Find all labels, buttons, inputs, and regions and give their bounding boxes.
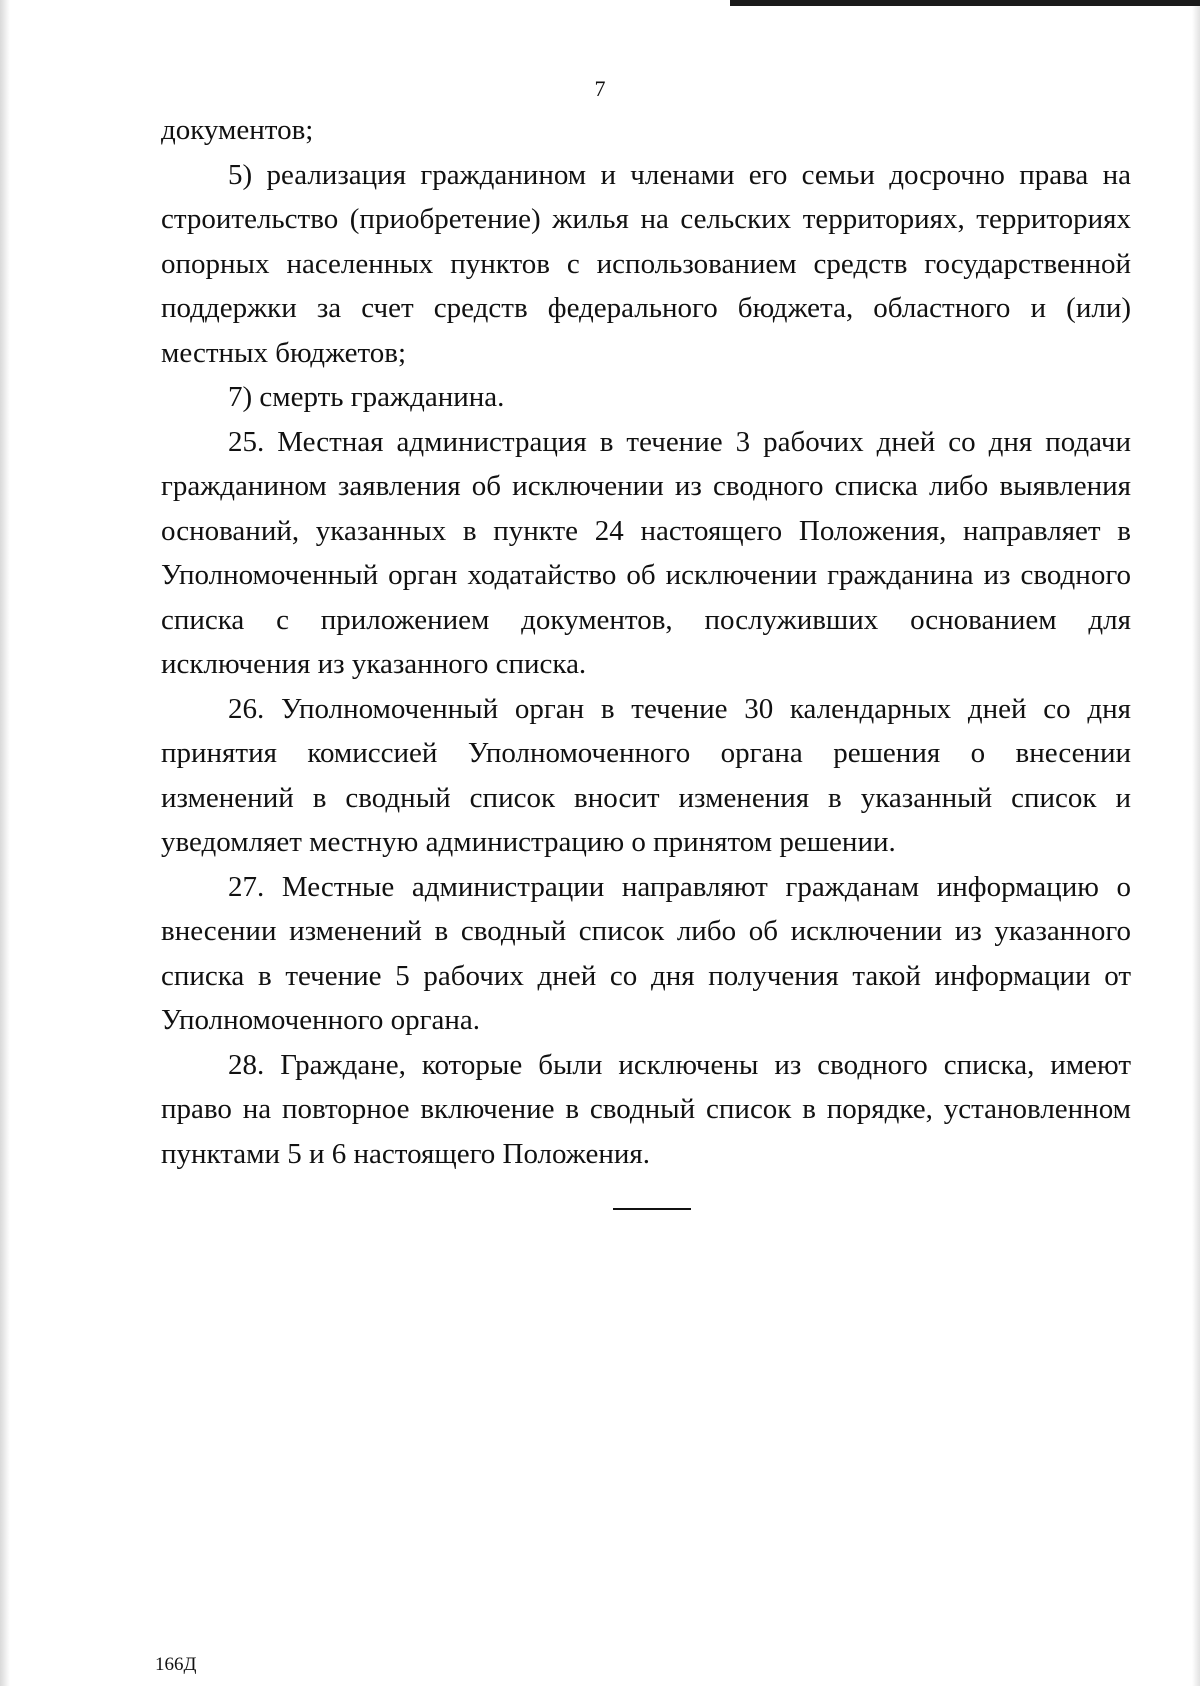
paragraph-continuation: документов; <box>161 114 314 146</box>
paragraph-clause-28: 28. Граждане, которые были исключены из сводного списка, имеют право на повторное включение в сводный список в порядке, установленном пунктами 5 и 6 настоящего Положения. <box>161 1048 1131 1170</box>
footer-document-code: 166Д <box>155 1654 197 1675</box>
paragraph-item-5: 5) реализация гражданином и членами его семьи досрочно права на строительство (приобретение) жилья на сельских территориях, территориях опорных населенных пунктов с использованием средств государственной поддержки за счет средств федерального бюджета, областного и (или) местных бюджетов; <box>161 158 1131 369</box>
paragraph-clause-25: 25. Местная администрация в течение 3 рабочих дней со дня подачи гражданином заявления об исключении из сводного списка либо выявления оснований, указанных в пункте 24 настоящего Положения, направляет в Уполномоченный орган ходатайство об исключении гражданина из сводного списка с приложением документов, послуживших основанием для исключения из указанного списка. <box>161 425 1131 680</box>
end-separator-line <box>613 1208 691 1210</box>
paragraph-item-7: 7) смерть гражданина. <box>228 381 505 413</box>
page-number: 7 <box>594 76 606 101</box>
scan-edge-right <box>1192 0 1200 1686</box>
scan-edge-left <box>0 0 10 1686</box>
document-body <box>161 108 1131 1176</box>
paragraph-clause-26: 26. Уполномоченный орган в течение 30 календарных дней со дня принятия комиссией Уполномоченного органа решения о внесении изменений в сводный список вносит изменения в указанный список и уведомляет местную администрацию о принятом решении. <box>161 692 1131 858</box>
paragraph-clause-27: 27. Местные администрации направляют гражданам информацию о внесении изменений в сводный список либо об исключении из указанного списка в течение 5 рабочих дней со дня получения такой информации от Уполномоченного органа. <box>161 870 1131 1036</box>
scan-top-bar <box>730 0 1200 6</box>
